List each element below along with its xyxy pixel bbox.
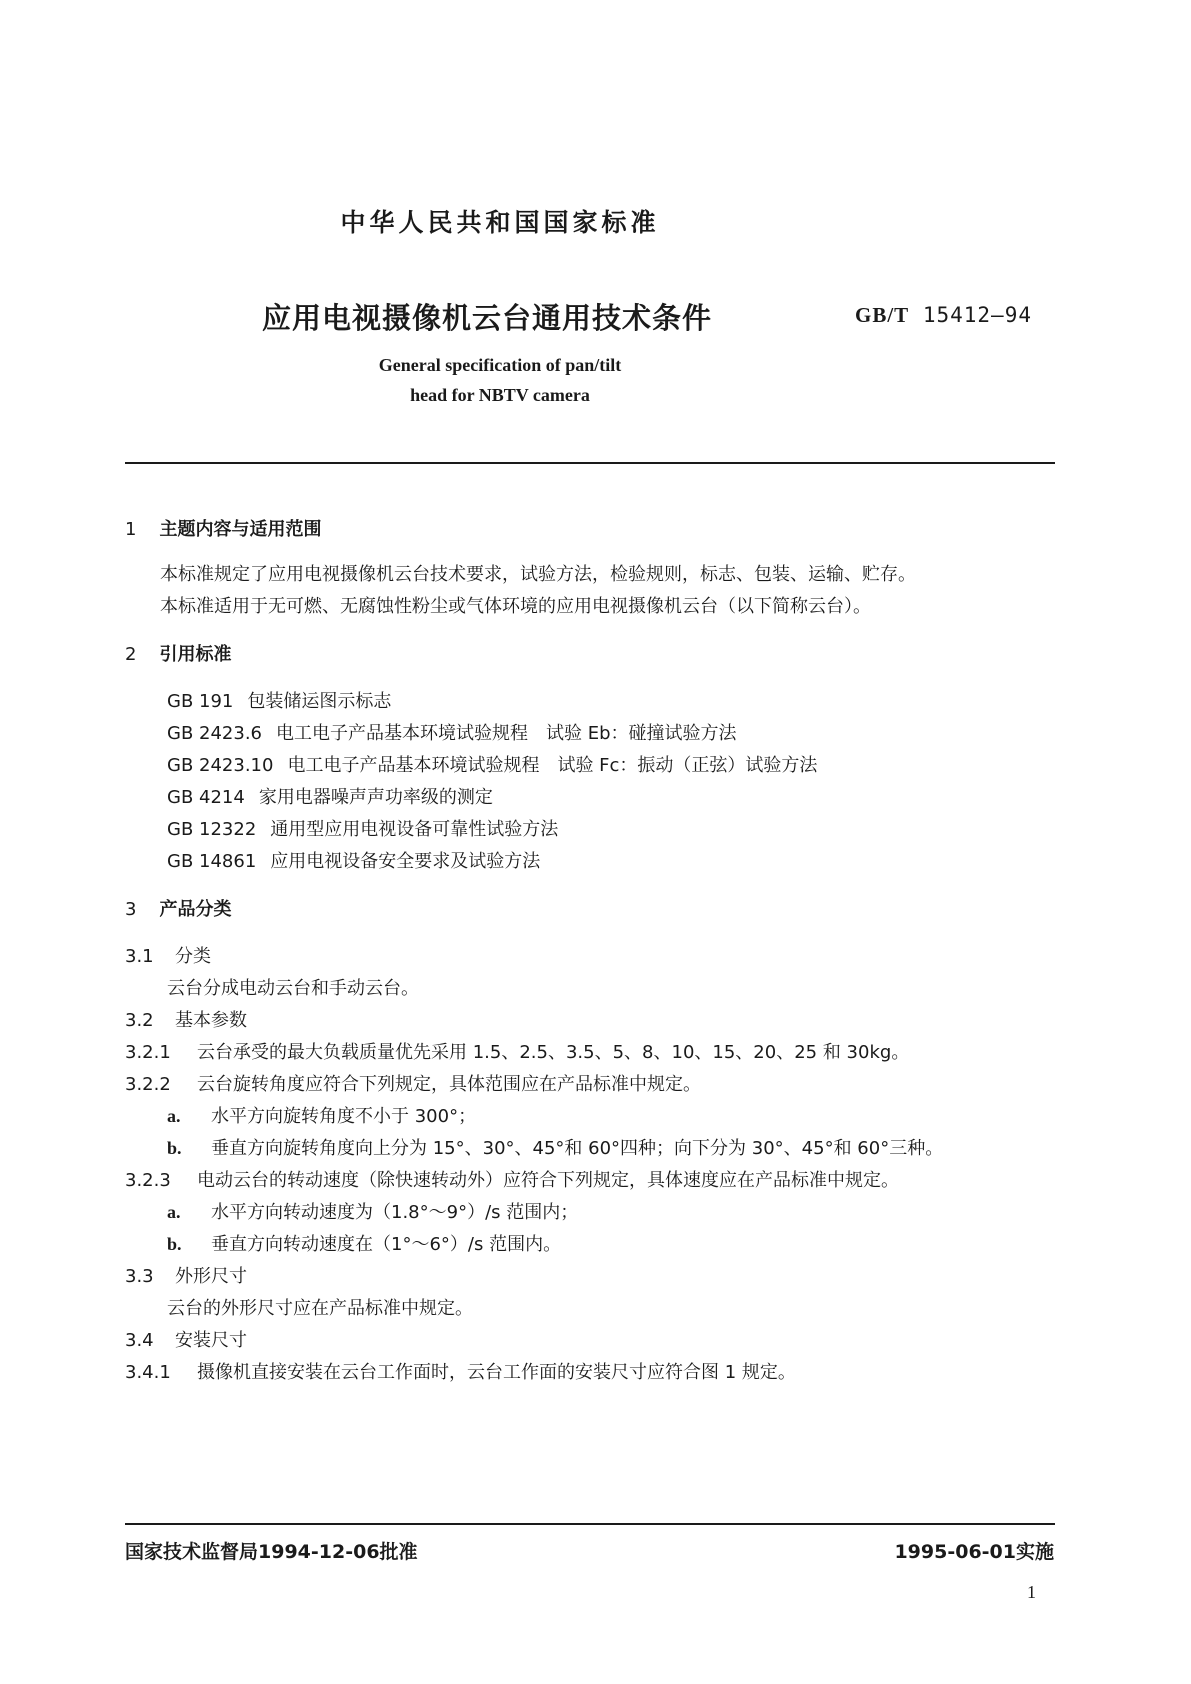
clause-number: 3.2.3 bbox=[125, 1170, 171, 1191]
clause-number: 3.2.1 bbox=[125, 1042, 171, 1063]
subsection-title: 外形尺寸 bbox=[175, 1266, 247, 1287]
standard-number-value: 15412—94 bbox=[922, 303, 1032, 327]
section-3-heading bbox=[125, 895, 232, 921]
reference-code: GB 2423.6 bbox=[167, 723, 263, 744]
list-item-a bbox=[167, 1198, 578, 1224]
reference-code: GB 14861 bbox=[167, 851, 257, 872]
document-title: 应用电视摄像机云台通用技术条件 bbox=[262, 301, 713, 335]
section-1-paragraph-1: 本标准规定了应用电视摄像机云台技术要求，试验方法，检验规则，标志、包装、运输、贮存。 bbox=[160, 564, 916, 585]
list-letter: b. bbox=[167, 1138, 182, 1158]
list-text: 垂直方向旋转角度向上分为 15°、30°、45°和 60°四种；向下分为 30°、45°和 60°三种。 bbox=[211, 1138, 944, 1159]
reference-item bbox=[167, 847, 540, 873]
page-number: 1 bbox=[1027, 1582, 1036, 1602]
reference-code: GB 2423.10 bbox=[167, 755, 274, 776]
reference-title: 家用电器噪声声功率级的测定 bbox=[258, 787, 493, 808]
standard-number-prefix: GB/T bbox=[855, 303, 910, 327]
section-number: 1 bbox=[125, 519, 137, 540]
subsection-3-3-text: 云台的外形尺寸应在产品标准中规定。 bbox=[167, 1298, 473, 1319]
reference-code: GB 12322 bbox=[167, 819, 257, 840]
reference-item bbox=[167, 687, 391, 713]
reference-title: 应用电视设备安全要求及试验方法 bbox=[270, 851, 541, 872]
list-item-a bbox=[167, 1102, 476, 1128]
subsection-3-1-text: 云台分成电动云台和手动云台。 bbox=[167, 978, 419, 999]
list-text: 垂直方向转动速度在（1°～6°）/s 范围内。 bbox=[211, 1234, 562, 1255]
subsection-title: 安装尺寸 bbox=[175, 1330, 247, 1351]
clause-text: 电动云台的转动速度（除快速转动外）应符合下列规定，具体速度应在产品标准中规定。 bbox=[197, 1170, 899, 1191]
clause-3-2-2 bbox=[125, 1070, 701, 1096]
subsection-number: 3.2 bbox=[125, 1010, 154, 1031]
standard-number bbox=[855, 303, 1032, 328]
clause-3-2-1 bbox=[125, 1038, 909, 1064]
subsection-3-3-heading bbox=[125, 1262, 247, 1288]
list-item-b bbox=[167, 1134, 943, 1160]
section-number: 2 bbox=[125, 644, 137, 665]
english-title-line-1: General specification of pan/tilt bbox=[378, 355, 622, 375]
section-title: 引用标准 bbox=[159, 644, 232, 665]
subsection-number: 3.1 bbox=[125, 946, 154, 967]
reference-item bbox=[167, 751, 817, 777]
clause-text: 摄像机直接安装在云台工作面时，云台工作面的安装尺寸应符合图 1 规定。 bbox=[197, 1362, 796, 1383]
list-item-b bbox=[167, 1230, 561, 1256]
reference-item bbox=[167, 783, 493, 809]
reference-title: 通用型应用电视设备可靠性试验方法 bbox=[270, 819, 559, 840]
subsection-title: 基本参数 bbox=[175, 1010, 247, 1031]
section-2-heading bbox=[125, 640, 232, 666]
section-title: 产品分类 bbox=[159, 899, 232, 920]
implementation-date: 1995-06-01实施 bbox=[894, 1541, 1054, 1563]
subsection-3-1-heading bbox=[125, 942, 211, 968]
subsection-number: 3.3 bbox=[125, 1266, 154, 1287]
national-standard-heading: 中华人民共和国国家标准 bbox=[340, 208, 660, 237]
subsection-3-2-heading bbox=[125, 1006, 247, 1032]
list-text: 水平方向旋转角度不小于 300°； bbox=[211, 1106, 477, 1127]
subsection-number: 3.4 bbox=[125, 1330, 154, 1351]
header-divider bbox=[125, 462, 1055, 464]
section-number: 3 bbox=[125, 899, 137, 920]
list-letter: b. bbox=[167, 1234, 182, 1254]
footer-divider bbox=[125, 1523, 1055, 1525]
reference-title: 包装储运图示标志 bbox=[247, 691, 392, 712]
list-letter: a. bbox=[167, 1202, 181, 1222]
approval-date: 国家技术监督局1994-12-06批准 bbox=[125, 1541, 418, 1563]
section-1-paragraph-2: 本标准适用于无可燃、无腐蚀性粉尘或气体环境的应用电视摄像机云台（以下简称云台）。 bbox=[160, 596, 871, 617]
subsection-3-4-heading bbox=[125, 1326, 247, 1352]
english-title-line-2: head for NBTV camera bbox=[410, 385, 590, 405]
reference-item bbox=[167, 815, 558, 841]
reference-code: GB 191 bbox=[167, 691, 234, 712]
reference-code: GB 4214 bbox=[167, 787, 245, 808]
clause-3-4-1 bbox=[125, 1358, 796, 1384]
subsection-title: 分类 bbox=[175, 946, 211, 967]
section-1-heading bbox=[125, 515, 322, 541]
clause-number: 3.2.2 bbox=[125, 1074, 171, 1095]
list-text: 水平方向转动速度为（1.8°～9°）/s 范围内； bbox=[211, 1202, 579, 1223]
clause-number: 3.4.1 bbox=[125, 1362, 171, 1383]
reference-item bbox=[167, 719, 737, 745]
clause-3-2-3 bbox=[125, 1166, 899, 1192]
reference-title: 电工电子产品基本环境试验规程 试验 Eb：碰撞试验方法 bbox=[276, 723, 737, 744]
clause-text: 云台旋转角度应符合下列规定，具体范围应在产品标准中规定。 bbox=[197, 1074, 701, 1095]
reference-title: 电工电子产品基本环境试验规程 试验 Fc：振动（正弦）试验方法 bbox=[287, 755, 818, 776]
clause-text: 云台承受的最大负载质量优先采用 1.5、2.5、3.5、5、8、10、15、20、25 和 30kg。 bbox=[197, 1042, 910, 1063]
section-title: 主题内容与适用范围 bbox=[159, 519, 322, 540]
list-letter: a. bbox=[167, 1106, 181, 1126]
